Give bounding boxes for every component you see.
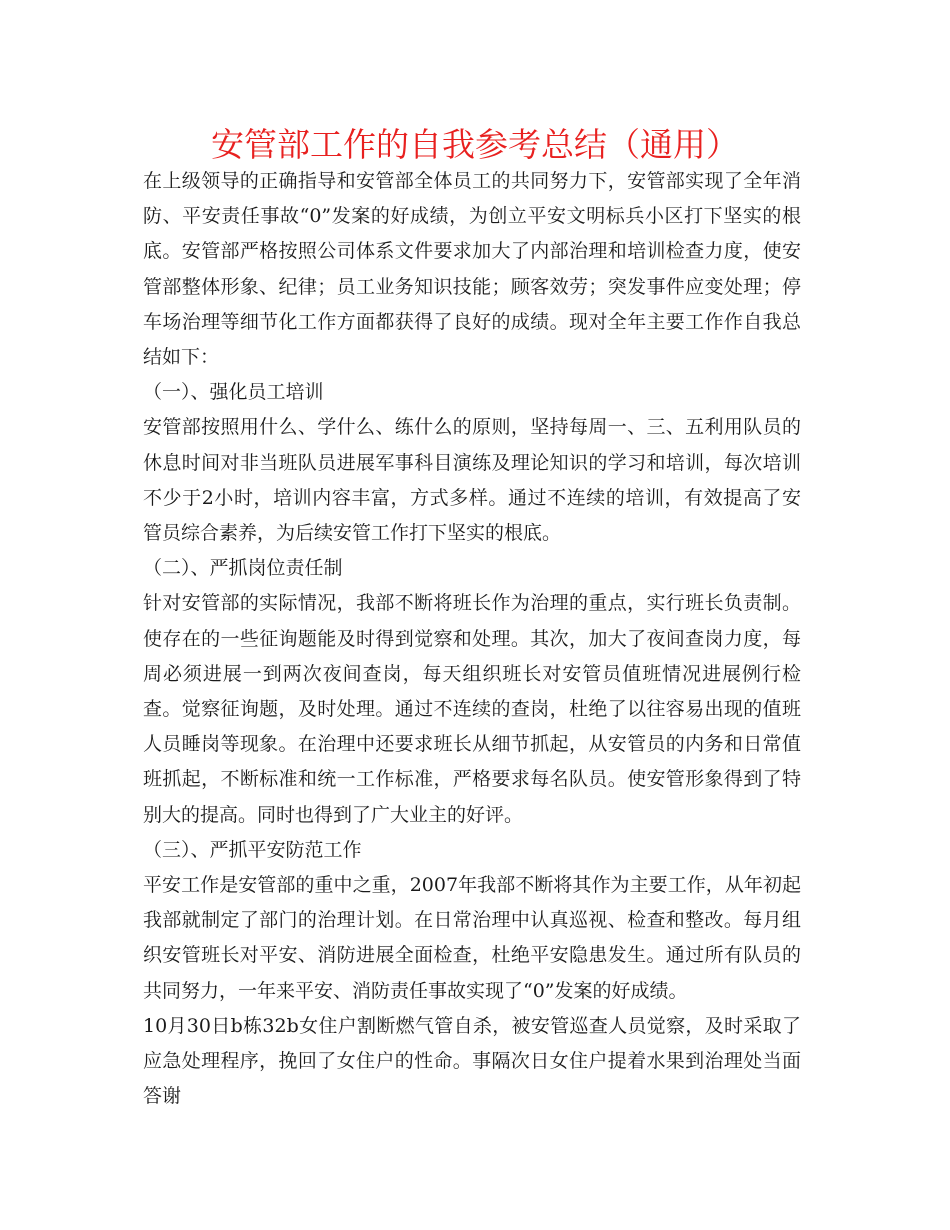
section-heading-2: （二）、严抓岗位责任制 <box>143 557 343 580</box>
section-paragraph-1: 安管部按照用什么、学什么、练什么的原则，坚持每周一、三、五利用队员的休息时间对非当班队员进展军事科目演练及理论知识的学习和培训，每次培训不少于2小时，培训内容丰富，方式多样。通过不连续的培训，有效提高了安管员综合素养，为后续安管工作打下坚实的根底。 <box>143 416 801 545</box>
intro-paragraph: 在上级领导的正确指导和安管部全体员工的共同努力下，安管部实现了全年消防、平安责任事故“0”发案的好成绩，为创立平安文明标兵小区打下坚实的根底。安管部严格按照公司体系文件要求加大了内部治理和培训检查力度，使安管部整体形象、纪律；员工业务知识技能；顾客效劳；突发事件应变处理；停车场治理等细节化工作方面都获得了良好的成绩。现对全年主要工作作自我总结如下： <box>143 170 801 369</box>
section-heading-3: （三）、严抓平安防范工作 <box>143 838 362 861</box>
section-heading-1: （一）、强化员工培训 <box>143 381 324 404</box>
section-paragraph-2: 针对安管部的实际情况，我部不断将班长作为治理的重点，实行班长负责制。使存在的一些征询题能及时得到觉察和处理。其次，加大了夜间查岗力度，每周必须进展一到两次夜间查岗，每天组织班长对安管员值班情况进展例行检查。觉察征询题，及时处理。通过不连续的查岗，杜绝了以往容易出现的值班人员睡岗等现象。在治理中还要求班长从细节抓起，从安管员的内务和日常值班抓起，不断标准和统一工作标准，严格要求每名队员。使安管形象得到了特别大的提高。同时也得到了广大业主的好评。 <box>143 592 801 826</box>
document-body <box>143 164 801 1114</box>
document-title: 安管部工作的自我参考总结（通用） <box>211 125 739 164</box>
section-paragraph-3: 平安工作是安管部的重中之重，2007年我部不断将其作为主要工作，从年初起我部就制定了部门的治理计划。在日常治理中认真巡视、检查和整改。每月组织安管班长对平安、消防进展全面检查，杜绝平安隐患发生。通过所有队员的共同努力，一年来平安、消防责任事故实现了“0”发案的好成绩。 <box>143 874 801 1002</box>
section-paragraph-4: 10月30日b栋32b女住户割断燃气管自杀，被安管巡查人员觉察，及时采取了应急处理程序，挽回了女住户的性命。事隔次日女住户提着水果到治理处当面答谢 <box>143 1014 801 1108</box>
